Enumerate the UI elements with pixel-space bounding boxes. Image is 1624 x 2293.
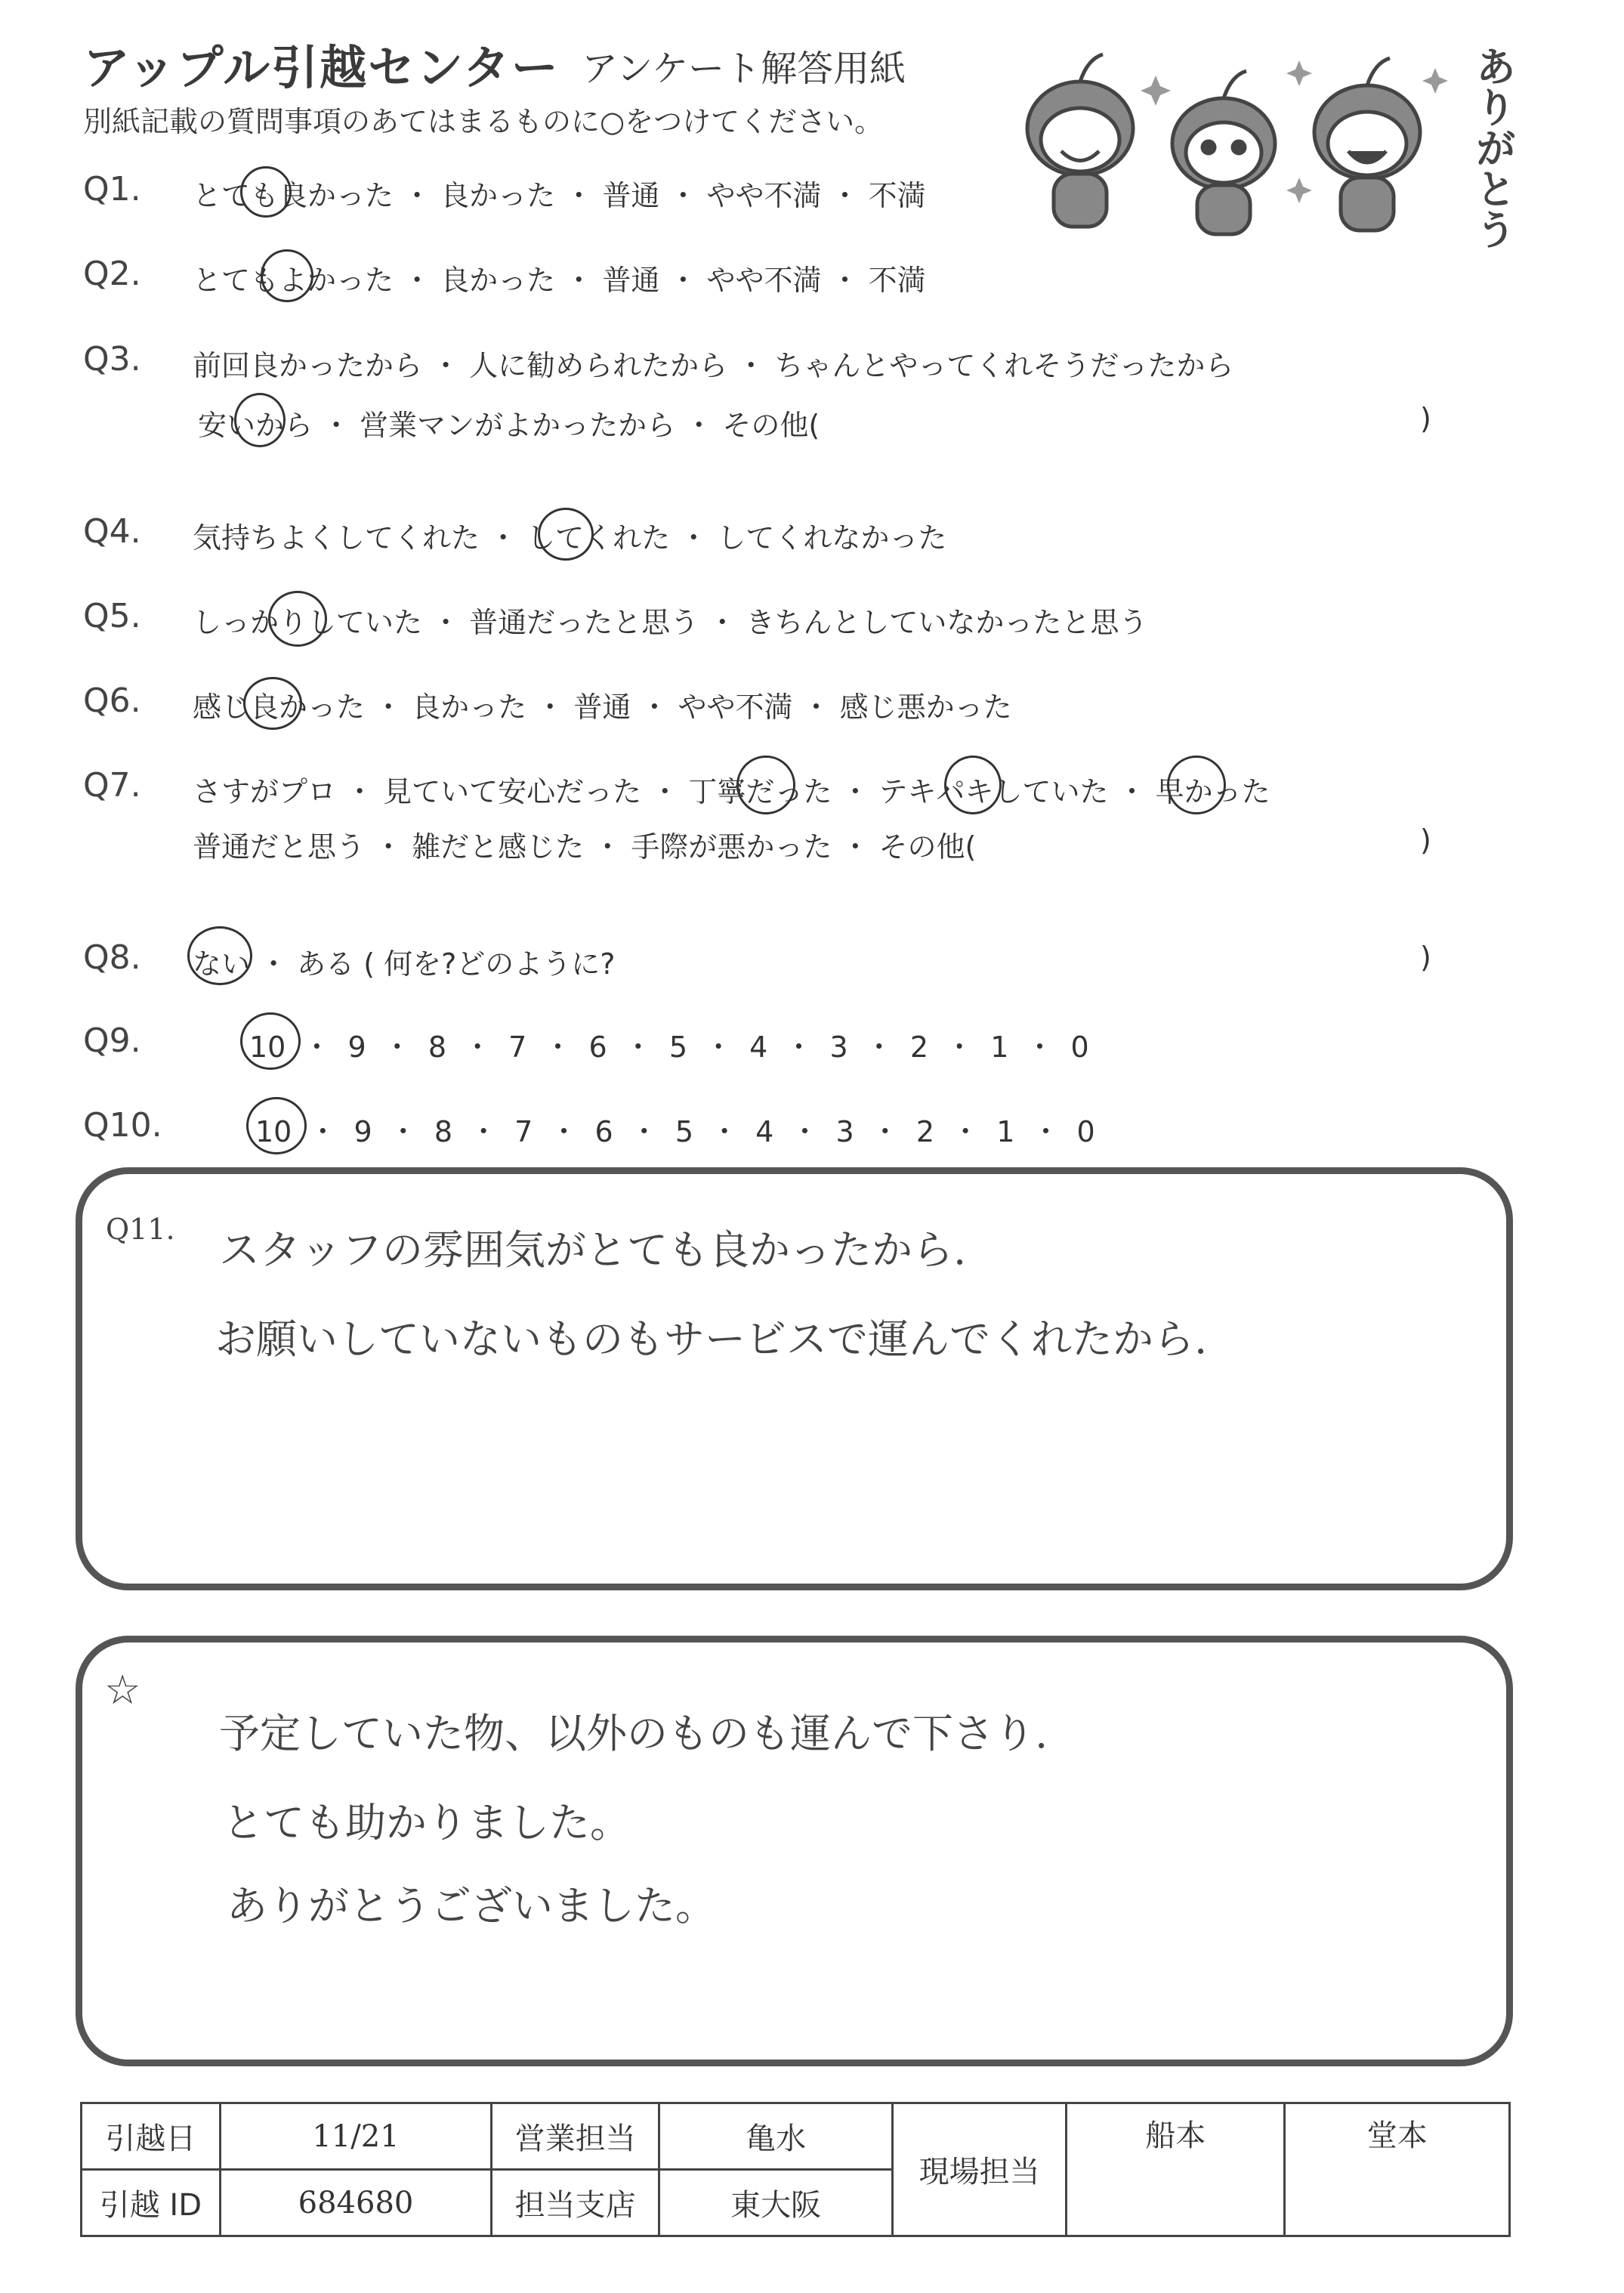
q3-number: Q3. — [83, 340, 141, 379]
q1-selected-circle — [240, 166, 292, 218]
q2-options[interactable]: とてもよかった ・ 良かった ・ 普通 ・ やや不満 ・ 不満 — [193, 264, 926, 297]
q8-options[interactable]: ない ・ ある ( 何を?どのように? — [193, 947, 616, 981]
q5-number: Q5. — [83, 597, 141, 635]
q8-number: Q8. — [83, 938, 141, 977]
q1-number: Q1. — [83, 170, 141, 209]
q6-number: Q6. — [83, 681, 141, 720]
q10-number: Q10. — [83, 1106, 162, 1145]
q2-selected-circle — [261, 249, 313, 302]
free-comment-line3: ありがとうございました。 — [227, 1882, 716, 1930]
q11-answer-line1: スタッフの雰囲気がとても良かったから. — [219, 1226, 967, 1274]
q5-selected-circle — [268, 591, 327, 647]
q9-selected-circle — [240, 1012, 301, 1070]
q4-number: Q4. — [83, 512, 141, 551]
q11-label: Q11. — [106, 1213, 175, 1246]
q7-selected-circle-3 — [1167, 756, 1226, 814]
branch-label: 担当支店 — [492, 2170, 659, 2236]
sales-rep-label: 営業担当 — [492, 2103, 659, 2170]
site-staff-1: 船本 — [1066, 2103, 1284, 2236]
site-staff-2: 堂本 — [1285, 2103, 1510, 2236]
q7-options-line2[interactable]: 普通だと思う ・ 雑だと感じた ・ 手際が悪かった ・ その他( — [193, 830, 977, 864]
q8-close-paren: ) — [1420, 941, 1431, 974]
sales-rep-value: 亀水 — [659, 2103, 892, 2170]
q5-options[interactable]: しっかりしていた ・ 普通だったと思う ・ きちんとしていなかったと思う — [193, 606, 1148, 639]
free-comment-line2: とても助かりました。 — [223, 1799, 631, 1846]
q3-close-paren: ) — [1420, 402, 1431, 435]
survey-subtitle: アンケート解答用紙 — [582, 48, 906, 90]
q10-scale[interactable]: 10 ・ 9 ・ 8 ・ 7 ・ 6 ・ 5 ・ 4 ・ 3 ・ 2 ・ 1 ・ 0 — [255, 1115, 1095, 1148]
q6-options[interactable]: 感じ良かった ・ 良かった ・ 普通 ・ やや不満 ・ 感じ悪かった — [193, 691, 1012, 724]
move-date-value: 11/21 — [220, 2103, 492, 2170]
move-date-label: 引越日 — [82, 2103, 221, 2170]
q9-number: Q9. — [83, 1021, 141, 1060]
q6-selected-circle — [243, 677, 302, 730]
move-id-value: 684680 — [220, 2170, 492, 2236]
move-info-table — [80, 2102, 1511, 2237]
q2-number: Q2. — [83, 255, 141, 293]
q7-selected-circle-2 — [944, 756, 1002, 814]
q3-selected-circle — [234, 393, 286, 447]
q1-options[interactable]: とても良かった ・ 良かった ・ 普通 ・ やや不満 ・ 不満 — [193, 179, 926, 212]
q7-options-line1[interactable]: さすがプロ ・ 見ていて安心だった ・ 丁寧だった ・ テキパキしていた ・ 早かった — [193, 775, 1270, 808]
thank-you-badge: ありがとう — [1469, 45, 1517, 249]
instruction-text: 別紙記載の質問事項のあてはまるものに○をつけてください。 — [83, 105, 884, 138]
q10-selected-circle — [246, 1097, 307, 1154]
free-comment-line1: 予定していた物、以外のものも運んで下さり. — [219, 1710, 1048, 1757]
survey-title: アップル引越センター — [83, 40, 560, 95]
q3-options-line1[interactable]: 前回良かったから ・ 人に勧められたから ・ ちゃんとやってくれそうだったから — [193, 349, 1234, 382]
q7-number: Q7. — [83, 766, 141, 805]
q3-options-line2[interactable]: 安いから ・ 営業マンがよかったから ・ その他( — [198, 409, 820, 442]
q4-options[interactable]: 気持ちよくしてくれた ・ してくれた ・ してくれなかった — [193, 521, 947, 555]
star-icon: ☆ — [104, 1666, 141, 1714]
site-staff-label: 現場担当 — [893, 2103, 1067, 2236]
q7-selected-circle-1 — [736, 756, 795, 814]
q11-answer-line2: お願いしていないものもサービスで運んでくれたから. — [215, 1315, 1208, 1363]
q8-selected-circle — [187, 926, 252, 985]
free-comment-box — [76, 1636, 1513, 2066]
branch-value: 東大阪 — [659, 2170, 892, 2236]
q7-close-paren: ) — [1420, 824, 1431, 857]
mascot-illustration — [982, 45, 1465, 242]
move-id-label: 引越 ID — [82, 2170, 221, 2236]
q9-scale[interactable]: 10 ・ 9 ・ 8 ・ 7 ・ 6 ・ 5 ・ 4 ・ 3 ・ 2 ・ 1 ・ 0 — [249, 1031, 1089, 1064]
q4-selected-circle — [538, 508, 594, 561]
